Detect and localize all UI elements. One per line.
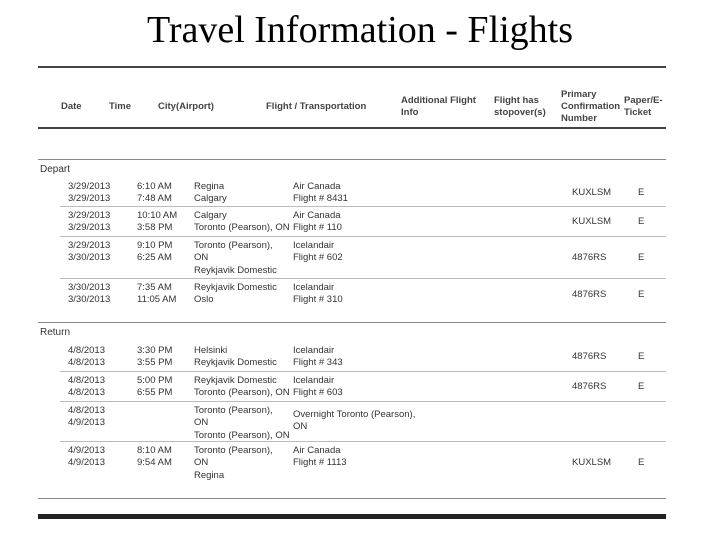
cell-confirmation: 4876RS xyxy=(572,351,607,362)
row-divider xyxy=(60,206,666,207)
page-title: Travel Information - Flights xyxy=(146,9,574,51)
cell-city: Toronto (Pearson), ON Regina xyxy=(194,445,273,481)
cell-additional-info: Overnight Toronto (Pearson), ON xyxy=(293,409,416,433)
cell-date: 4/8/2013 4/8/2013 xyxy=(68,375,105,399)
cell-flight: Icelandair Flight # 603 xyxy=(293,375,343,399)
cell-flight: Icelandair Flight # 343 xyxy=(293,345,343,369)
section-rule-return xyxy=(38,322,666,323)
header-flight: Flight / Transportation xyxy=(266,101,367,112)
cell-date: 3/29/2013 3/30/2013 xyxy=(68,240,111,264)
cell-date: 3/30/2013 3/30/2013 xyxy=(68,282,111,306)
cell-ticket: E xyxy=(638,289,645,300)
cell-city: Reykjavik Domestic Toronto (Pearson), ON xyxy=(194,375,290,399)
cell-city: Reykjavik Domestic Oslo xyxy=(194,282,277,306)
table-top-rule xyxy=(38,66,666,68)
cell-time: 10:10 AM 3:58 PM xyxy=(137,210,178,234)
cell-time: 3:30 PM 3:55 PM xyxy=(137,345,173,369)
section-label-return: Return xyxy=(40,327,71,338)
section-rule-depart xyxy=(38,159,666,160)
cell-city: Calgary Toronto (Pearson), ON xyxy=(194,210,290,234)
cell-ticket: E xyxy=(638,381,645,392)
cell-confirmation: 4876RS xyxy=(572,289,607,300)
cell-ticket: E xyxy=(638,351,645,362)
cell-confirmation: 4876RS xyxy=(572,252,607,263)
cell-confirmation: KUXLSM xyxy=(572,186,612,198)
cell-date: 4/9/2013 4/9/2013 xyxy=(68,445,105,469)
cell-flight: Air Canada Flight # 1113 xyxy=(293,445,347,469)
cell-city: Toronto (Pearson), ON Reykjavik Domestic xyxy=(194,240,277,276)
cell-flight: Icelandair Flight # 310 xyxy=(293,282,343,306)
cell-date: 4/8/2013 4/9/2013 xyxy=(68,405,105,429)
table-bottom-thick-rule xyxy=(38,514,666,519)
table-bottom-thin-rule xyxy=(38,498,666,499)
cell-date: 3/29/2013 3/29/2013 xyxy=(68,210,111,234)
cell-date: 3/29/2013 3/29/2013 xyxy=(68,181,111,205)
header-bottom-rule xyxy=(38,127,666,129)
cell-confirmation: 4876RS xyxy=(572,381,607,392)
header-ticket: Paper/E- Ticket xyxy=(624,95,663,118)
cell-ticket: E xyxy=(638,252,645,263)
cell-confirmation: KUXLSM xyxy=(572,457,612,468)
cell-time: 8:10 AM 9:54 AM xyxy=(137,445,172,469)
cell-flight: Air Canada Flight # 8431 xyxy=(293,181,348,205)
row-divider xyxy=(60,236,666,237)
cell-flight: Air Canada Flight # 110 xyxy=(293,210,342,234)
row-divider xyxy=(60,441,666,442)
cell-time: 7:35 AM 11:05 AM xyxy=(137,282,177,306)
cell-confirmation: KUXLSM xyxy=(572,216,612,227)
header-additional-info: Additional Flight Info xyxy=(401,95,476,118)
header-city: City(Airport) xyxy=(158,101,214,112)
cell-city: Toronto (Pearson), ON Toronto (Pearson), ON xyxy=(194,405,290,441)
header-confirmation: Primary Confirmation Number xyxy=(561,89,621,124)
cell-ticket: E xyxy=(638,186,645,198)
header-time: Time xyxy=(109,101,132,112)
row-divider xyxy=(60,278,666,279)
cell-ticket: E xyxy=(638,457,645,468)
cell-time: 6:10 AM 7:48 AM xyxy=(137,181,172,205)
header-stopover: Flight has stopover(s) xyxy=(494,95,546,118)
cell-city: Helsinki Reykjavik Domestic xyxy=(194,345,277,369)
cell-city: Regina Calgary xyxy=(194,181,227,205)
row-divider xyxy=(60,401,666,402)
cell-flight: Icelandair Flight # 602 xyxy=(293,240,343,264)
row-divider xyxy=(60,371,666,372)
cell-time: 5:00 PM 6:55 PM xyxy=(137,375,173,399)
cell-date: 4/8/2013 4/8/2013 xyxy=(68,345,105,369)
cell-time: 9:10 PM 6:25 AM xyxy=(137,240,173,264)
cell-ticket: E xyxy=(638,216,645,227)
header-date: Date xyxy=(61,101,82,112)
section-label-depart: Depart xyxy=(40,164,71,175)
